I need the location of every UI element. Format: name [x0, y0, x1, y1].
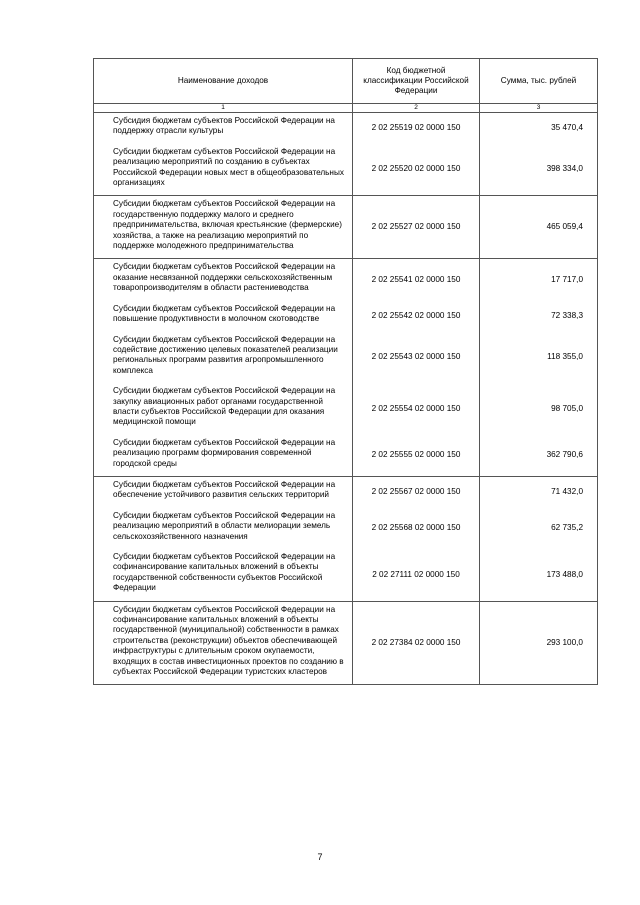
row-code: 2 02 25554 02 0000 150 [353, 383, 480, 435]
row-name: Субсидии бюджетам субъектов Российской Федерации на реализацию мероприятий в области мелиорации земель сельскохозяйственного назначения [94, 508, 353, 549]
row-code: 2 02 25555 02 0000 150 [353, 435, 480, 477]
table-row [94, 549, 598, 601]
row-name: Субсидии бюджетам субъектов Российской Федерации на реализацию программ формирования современной городской среды [94, 435, 353, 477]
row-name: Субсидия бюджетам субъектов Российской Федерации на поддержку отрасли культуры [94, 113, 353, 144]
revenue-table [93, 58, 598, 685]
row-name: Субсидии бюджетам субъектов Российской Федерации на реализацию мероприятий по созданию в субъектах Российской Федерации новых мест в общеобразовательных организациях [94, 144, 353, 196]
row-name: Субсидии бюджетам субъектов Российской Федерации на повышение продуктивности в молочном скотоводстве [94, 301, 353, 332]
row-sum: 362 790,6 [480, 435, 598, 477]
column-number: 1 [94, 104, 353, 113]
column-number: 3 [480, 104, 598, 113]
row-name: Субсидии бюджетам субъектов Российской Федерации на закупку авиационных работ органами государственной власти субъектов Российской Федерации для оказания медицинской помощи [94, 383, 353, 435]
header-name: Наименование доходов [94, 59, 353, 104]
table-row [94, 476, 598, 507]
row-sum: 173 488,0 [480, 549, 598, 601]
row-sum: 72 338,3 [480, 301, 598, 332]
row-name: Субсидии бюджетам субъектов Российской Федерации на софинансирование капитальных вложений в объекты государственной собственности субъектов Российской Федерации [94, 549, 353, 601]
table-row [94, 301, 598, 332]
row-code: 2 02 25567 02 0000 150 [353, 476, 480, 507]
row-name: Субсидии бюджетам субъектов Российской Федерации на содействие достижению целевых показателей реализации региональных программ развития агропромышленного комплекса [94, 332, 353, 384]
row-code: 2 02 25542 02 0000 150 [353, 301, 480, 332]
column-number: 2 [353, 104, 480, 113]
row-code: 2 02 27111 02 0000 150 [353, 549, 480, 601]
row-code: 2 02 25541 02 0000 150 [353, 259, 480, 301]
row-name: Субсидии бюджетам субъектов Российской Федерации на оказание несвязанной поддержки сельскохозяйственным товаропроизводителям в области растениеводства [94, 259, 353, 301]
table-row [94, 196, 598, 259]
table-row [94, 435, 598, 477]
row-code: 2 02 25520 02 0000 150 [353, 144, 480, 196]
row-sum: 17 717,0 [480, 259, 598, 301]
row-name: Субсидии бюджетам субъектов Российской Федерации на софинансирование капитальных вложений в объекты государственной (муниципальной) собственности в рамках строительства (реконструкции) объектов обеспечивающей инфраструктуры с длительным сроком окупаемости, входящих в состав инвестиционных проектов по созданию в субъектах Российской Федерации туристских кластеров [94, 601, 353, 685]
table-header-row [94, 59, 598, 104]
row-sum: 98 705,0 [480, 383, 598, 435]
table-row [94, 332, 598, 384]
table-row [94, 144, 598, 196]
row-sum: 293 100,0 [480, 601, 598, 685]
header-code: Код бюджетной классификации Российской Федерации [353, 59, 480, 104]
row-name: Субсидии бюджетам субъектов Российской Федерации на обеспечение устойчивого развития сельских территорий [94, 476, 353, 507]
column-number-row [94, 104, 598, 113]
table-row [94, 259, 598, 301]
row-sum: 62 735,2 [480, 508, 598, 549]
row-code: 2 02 25543 02 0000 150 [353, 332, 480, 384]
table-row [94, 383, 598, 435]
header-sum: Сумма, тыс. рублей [480, 59, 598, 104]
row-code: 2 02 25519 02 0000 150 [353, 113, 480, 144]
row-sum: 35 470,4 [480, 113, 598, 144]
row-name: Субсидии бюджетам субъектов Российской Федерации на государственную поддержку малого и среднего предпринимательства, включая крестьянские (фермерские) хозяйства, а также на реализацию мероприятий по поддержке молодежного предпринимательства [94, 196, 353, 259]
row-sum: 118 355,0 [480, 332, 598, 384]
table-row [94, 113, 598, 144]
row-code: 2 02 25527 02 0000 150 [353, 196, 480, 259]
row-sum: 71 432,0 [480, 476, 598, 507]
table-row [94, 508, 598, 549]
table-row [94, 601, 598, 685]
row-code: 2 02 27384 02 0000 150 [353, 601, 480, 685]
page-number: 7 [317, 852, 323, 862]
row-sum: 465 059,4 [480, 196, 598, 259]
row-code: 2 02 25568 02 0000 150 [353, 508, 480, 549]
row-sum: 398 334,0 [480, 144, 598, 196]
